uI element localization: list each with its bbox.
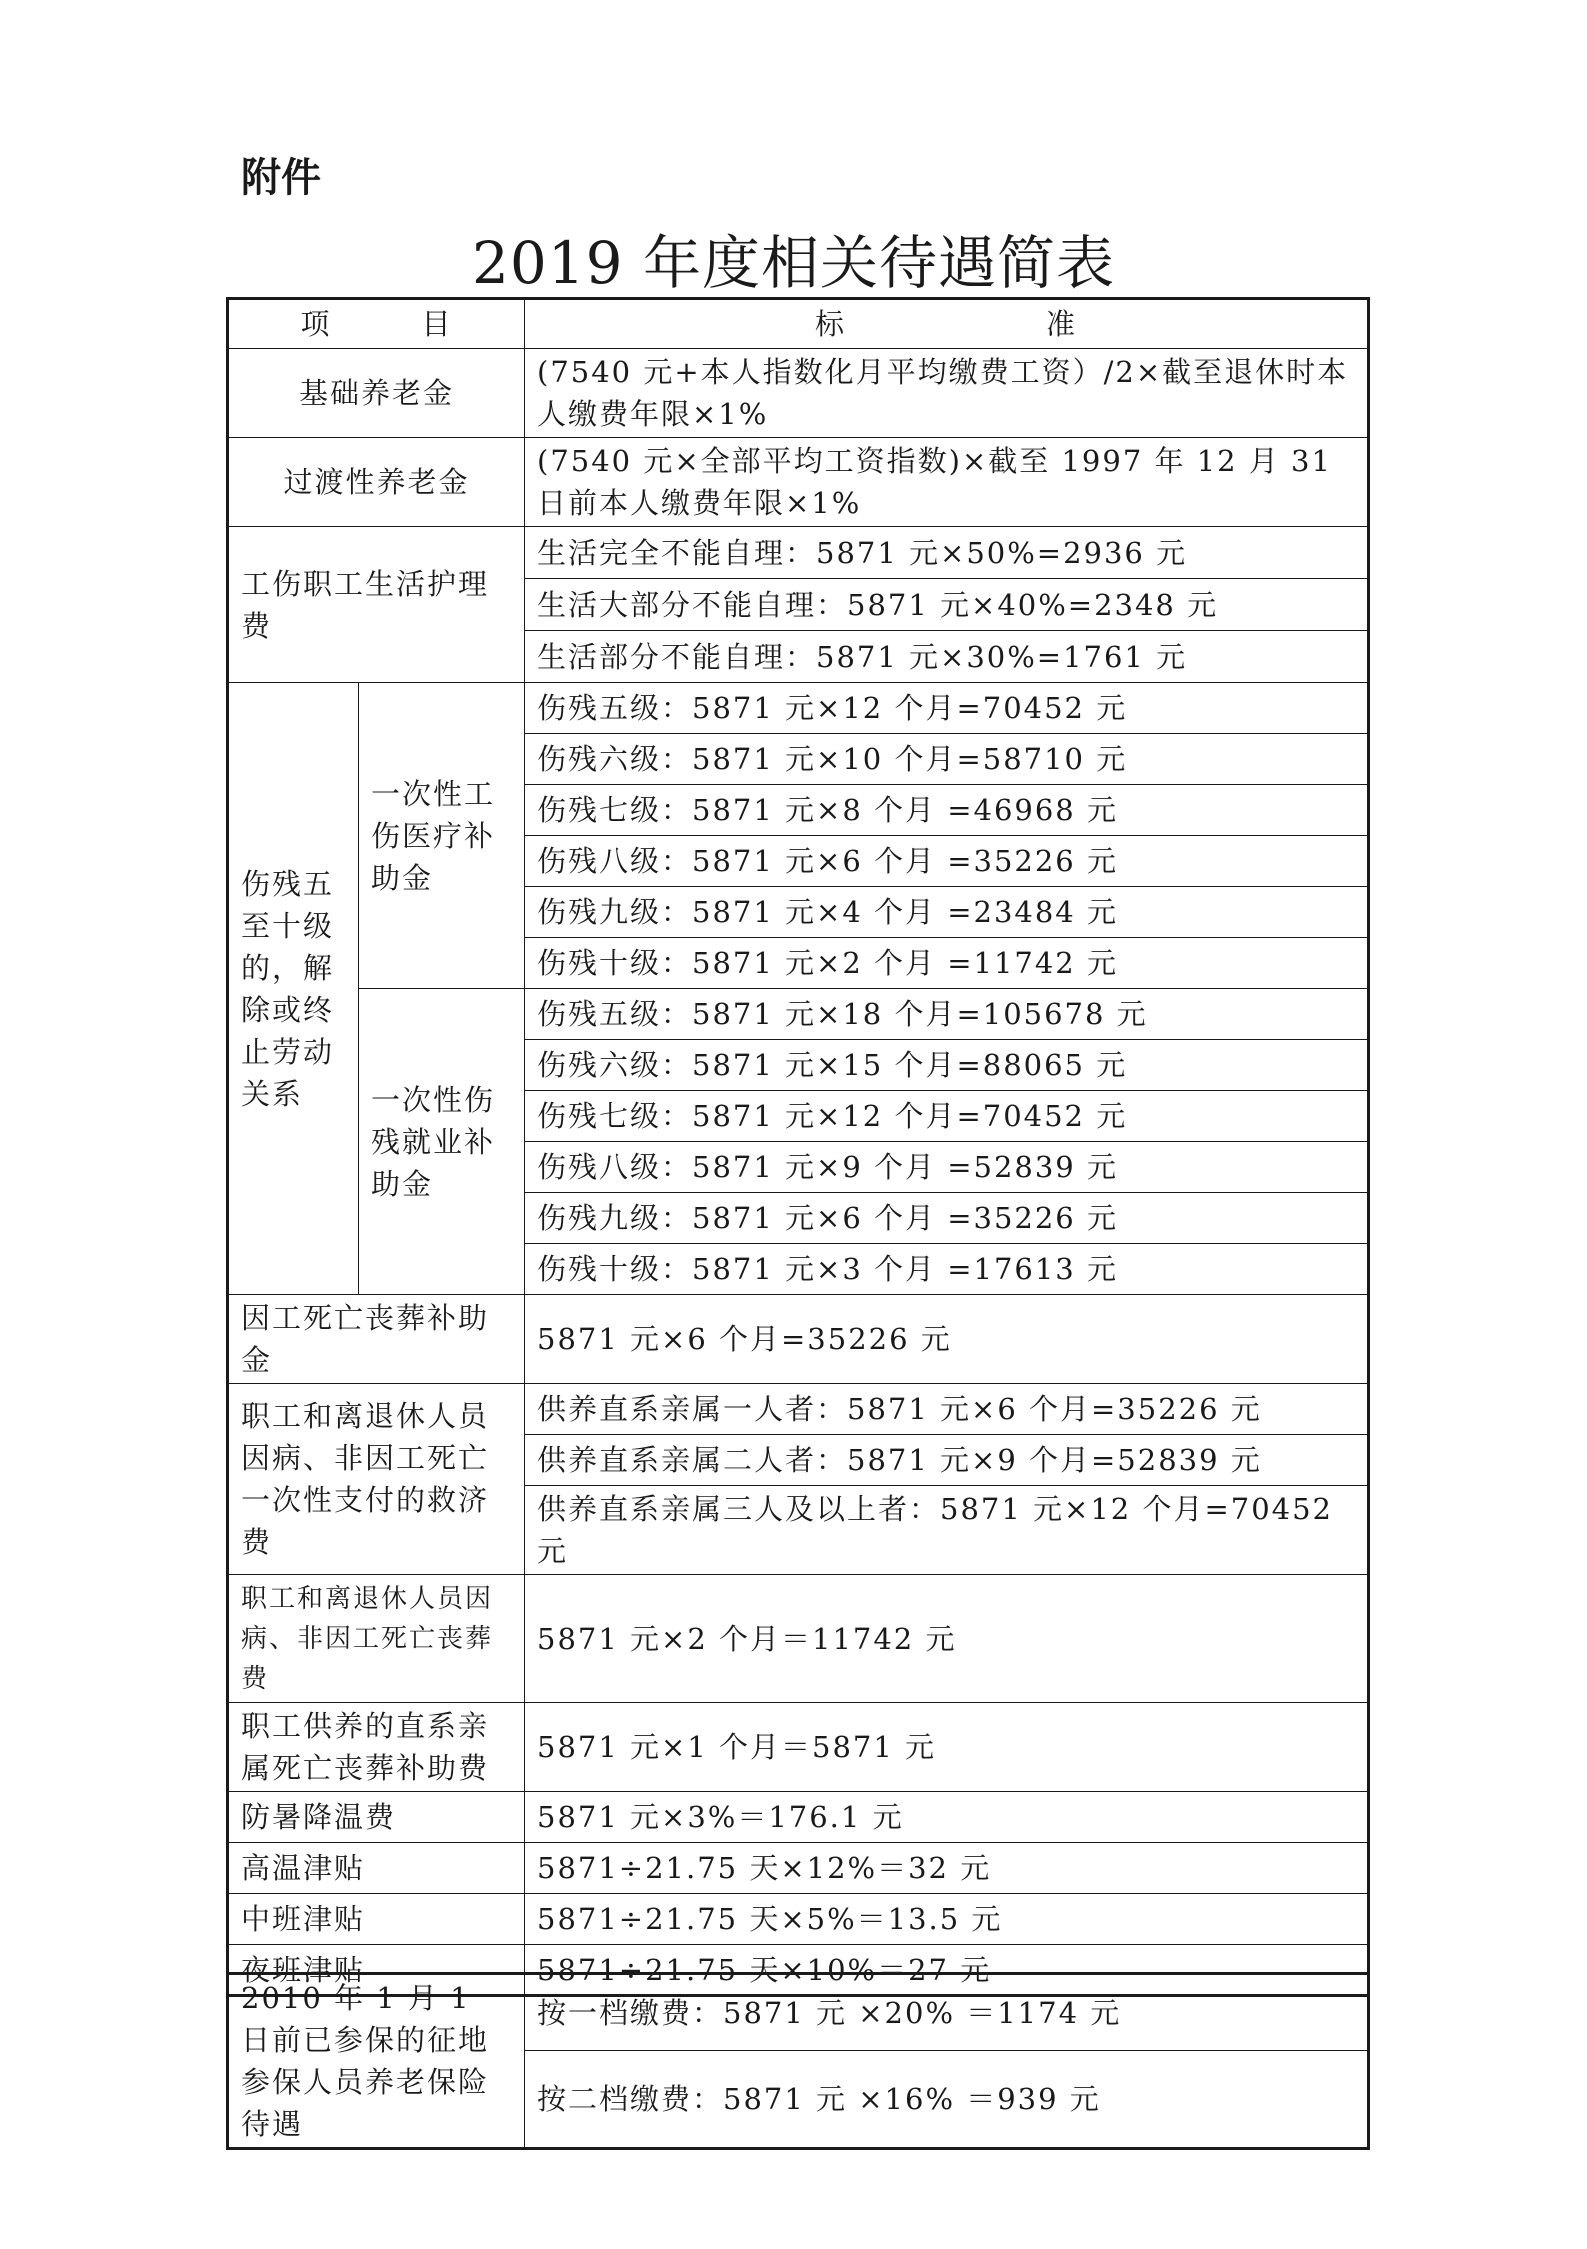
high-temp-value: 5871÷21.75 天×12%＝32 元 — [525, 1843, 1369, 1894]
table-row — [228, 438, 1369, 527]
land-pension-row: 按二档缴费：5871 元 ×16% ＝939 元 — [525, 2051, 1369, 2149]
table-row — [228, 1703, 1369, 1792]
table-row — [228, 1295, 1369, 1384]
table-row — [228, 989, 1369, 1040]
header-item-char-2: 目 — [421, 307, 453, 341]
page-title: 2019 年度相关待遇简表 — [471, 229, 1116, 297]
medical-subsidy-row: 伤残九级：5871 元×4 个月 =23484 元 — [525, 887, 1369, 938]
medical-subsidy-label: 一次性工伤医疗补助金 — [359, 683, 525, 989]
mid-shift-label: 中班津贴 — [228, 1894, 525, 1945]
relief-row: 供养直系亲属二人者：5871 元×9 个月=52839 元 — [525, 1435, 1369, 1486]
medical-subsidy-row: 伤残七级：5871 元×8 个月 =46968 元 — [525, 785, 1369, 836]
table-row — [228, 1792, 1369, 1843]
transitional-pension-label: 过渡性养老金 — [228, 438, 525, 527]
table-row — [228, 349, 1369, 438]
care-fee-row: 生活部分不能自理：5871 元×30%=1761 元 — [525, 631, 1369, 683]
employment-subsidy-row: 伤残六级：5871 元×15 个月=88065 元 — [525, 1040, 1369, 1091]
header-standard — [525, 299, 1369, 349]
employment-subsidy-label: 一次性伤残就业补助金 — [359, 989, 525, 1295]
dependent-funeral-value: 5871 元×1 个月＝5871 元 — [525, 1703, 1369, 1792]
relief-row: 供养直系亲属一人者：5871 元×6 个月=35226 元 — [525, 1384, 1369, 1435]
land-pension-table — [226, 1972, 1370, 2150]
summer-cooling-label: 防暑降温费 — [228, 1792, 525, 1843]
header-standard-char-2: 准 — [1046, 307, 1078, 341]
table-row — [228, 1894, 1369, 1945]
mid-shift-value: 5871÷21.75 天×5%＝13.5 元 — [525, 1894, 1369, 1945]
attachment-label: 附件 — [241, 155, 321, 201]
table-row — [228, 1843, 1369, 1894]
illness-funeral-value: 5871 元×2 个月＝11742 元 — [525, 1575, 1369, 1703]
basic-pension-label: 基础养老金 — [228, 349, 525, 438]
medical-subsidy-row: 伤残十级：5871 元×2 个月 =11742 元 — [525, 938, 1369, 989]
care-fee-label: 工伤职工生活护理费 — [228, 527, 525, 683]
illness-funeral-label: 职工和离退休人员因病、非因工死亡丧葬费 — [228, 1575, 525, 1703]
employment-subsidy-row: 伤残九级：5871 元×6 个月 =35226 元 — [525, 1193, 1369, 1244]
employment-subsidy-row: 伤残五级：5871 元×18 个月=105678 元 — [525, 989, 1369, 1040]
disability-label: 伤残五至十级的，解除或终止劳动关系 — [228, 683, 359, 1295]
employment-subsidy-row: 伤残八级：5871 元×9 个月 =52839 元 — [525, 1142, 1369, 1193]
table-header-row — [228, 299, 1369, 349]
table-row — [228, 1384, 1369, 1435]
medical-subsidy-row: 伤残五级：5871 元×12 个月=70452 元 — [525, 683, 1369, 734]
dependent-funeral-label: 职工供养的直系亲属死亡丧葬补助费 — [228, 1703, 525, 1792]
medical-subsidy-row: 伤残八级：5871 元×6 个月 =35226 元 — [525, 836, 1369, 887]
night-shift-label: 夜班津贴 — [228, 1945, 525, 1996]
relief-row: 供养直系亲属三人及以上者：5871 元×12 个月=70452 元 — [525, 1486, 1369, 1575]
night-shift-value: 5871÷21.75 天×10%＝27 元 — [525, 1945, 1369, 1996]
transitional-pension-value: (7540 元×全部平均工资指数)×截至 1997 年 12 月 31 日前本人缴费年限×1% — [525, 438, 1369, 527]
high-temp-label: 高温津贴 — [228, 1843, 525, 1894]
work-death-funeral-label: 因工死亡丧葬补助金 — [228, 1295, 525, 1384]
header-standard-char-1: 标 — [814, 307, 846, 341]
relief-label: 职工和离退休人员因病、非因工死亡一次性支付的救济费 — [228, 1384, 525, 1575]
employment-subsidy-row: 伤残七级：5871 元×12 个月=70452 元 — [525, 1091, 1369, 1142]
table-row — [228, 683, 1369, 734]
medical-subsidy-row: 伤残六级：5871 元×10 个月=58710 元 — [525, 734, 1369, 785]
header-item — [228, 299, 525, 349]
care-fee-row: 生活大部分不能自理：5871 元×40%=2348 元 — [525, 579, 1369, 631]
employment-subsidy-row: 伤残十级：5871 元×3 个月 =17613 元 — [525, 1244, 1369, 1295]
summer-cooling-value: 5871 元×3%＝176.1 元 — [525, 1792, 1369, 1843]
table-row — [228, 527, 1369, 579]
header-item-char-1: 项 — [300, 307, 332, 341]
work-death-funeral-value: 5871 元×6 个月=35226 元 — [525, 1295, 1369, 1384]
land-pension-row: 按一档缴费：5871 元 ×20% ＝1174 元 — [525, 1974, 1369, 2051]
land-pension-label: 2010 年 1 月 1 日前已参保的征地参保人员养老保险待遇 — [228, 1974, 525, 2149]
table-row — [228, 1575, 1369, 1703]
care-fee-row: 生活完全不能自理：5871 元×50%=2936 元 — [525, 527, 1369, 579]
table-row — [228, 1974, 1369, 2051]
basic-pension-value: (7540 元+本人指数化月平均缴费工资）/2×截至退休时本人缴费年限×1% — [525, 349, 1369, 438]
benefits-table — [226, 297, 1370, 1997]
